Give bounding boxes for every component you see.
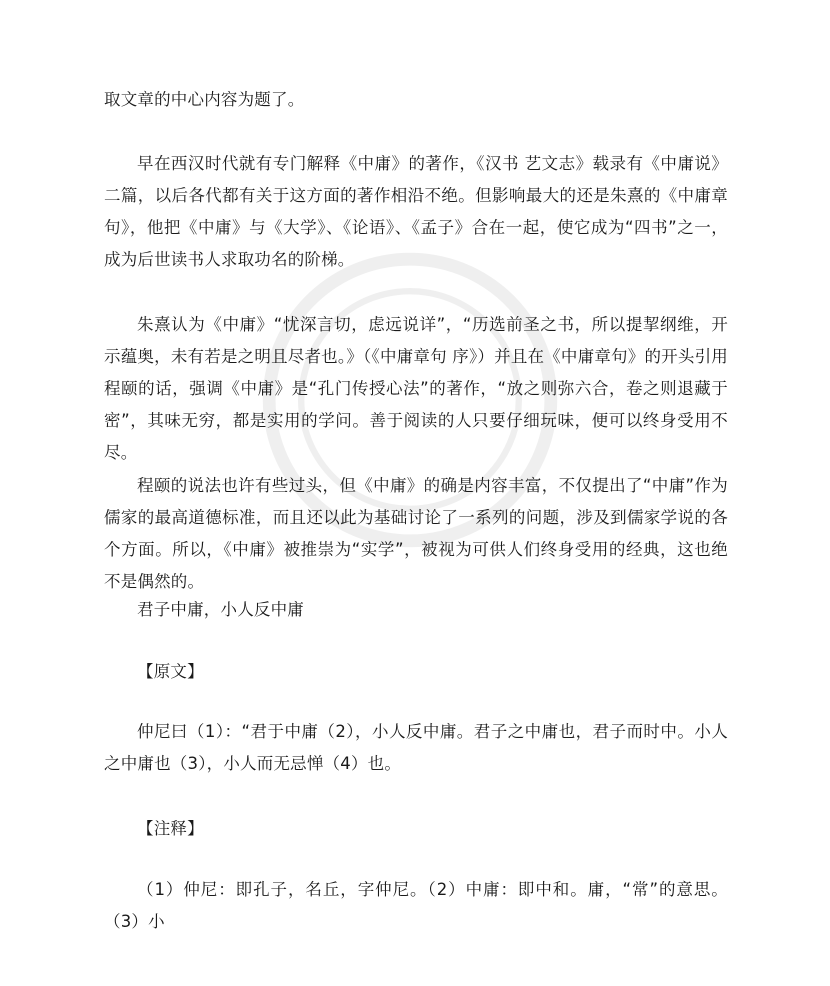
paragraph-history: 早在西汉时代就有专门解释《中庸》的著作，《汉书 艺文志》载录有《中庸说》二篇，以后各代都有关于这方面的著作相沿不绝。但影响最大的还是朱熹的《中庸章句》，他把《中庸》与《大学》、《论语》、《孟子》合在一起，使它成为“四书”之一，成为后世读书人求取功名的阶梯。 [104,154,728,269]
paragraph-continuation: 取文章的中心内容为题了。 [104,90,305,109]
notes-label: 【注释】 [137,819,204,838]
notes-text: （1）仲尼：即孔子，名丘，字仲尼。（2）中庸：即中和。庸，“常”的意思。（3）小 [104,880,728,931]
original-text-label: 【原文】 [137,662,204,681]
paragraph-zhuxi: 朱熹认为《中庸》“忧深言切，虑远说详”，“历选前圣之书，所以提挈纲维，开示蕴奥，未有若是之明且尽者也。》（《中庸章句 序》）并且在《中庸章句》的开头引用程颐的话，强调《中庸》是“孔门传授心法”的著作，“放之则弥六合，卷之则退藏于密”，其味无穷，都是实用的学问。善于阅读的人只要仔细玩味，便可以终身受用不尽。 [104,315,728,462]
original-text: 仲尼曰（1）：“君于中庸（2），小人反中庸。君子之中庸也，君子而时中。小人之中庸也（3），小人而无忌惮（4）也。 [104,722,728,773]
section-heading: 君子中庸，小人反中庸 [137,600,304,619]
paragraph-chengyi: 程颐的说法也许有些过头，但《中庸》的确是内容丰富，不仅提出了“中庸”作为儒家的最高道德标准，而且还以此为基础讨论了一系列的问题，涉及到儒家学说的各个方面。所以，《中庸》被推崇为“实学”，被视为可供人们终身受用的经典，这也绝不是偶然的。 [104,476,728,591]
